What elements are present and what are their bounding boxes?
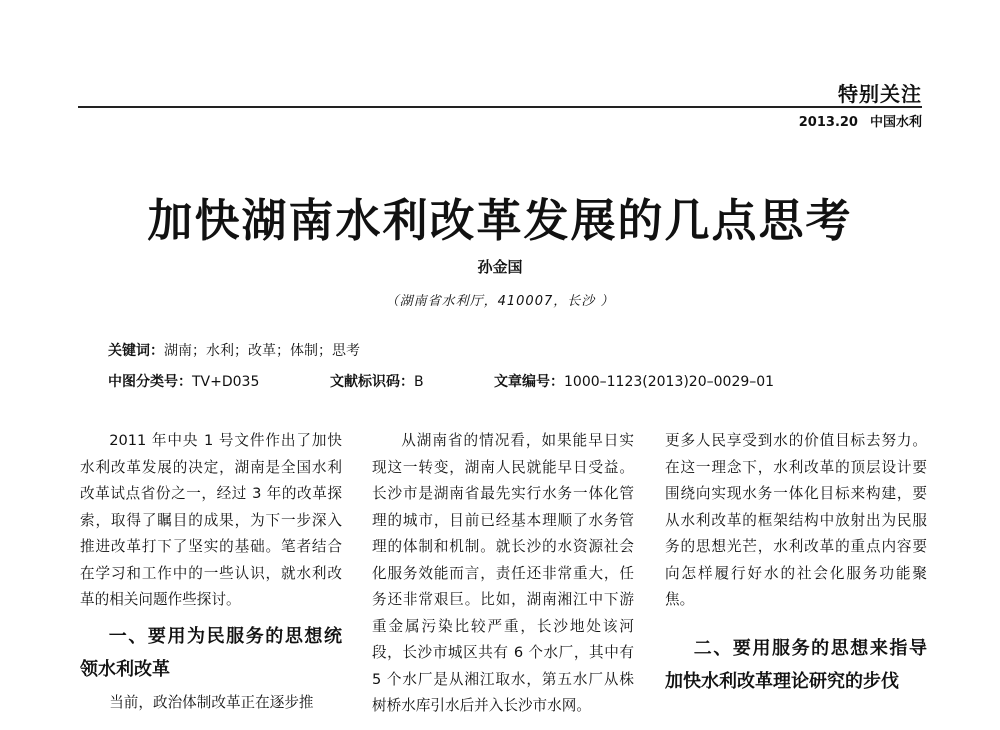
document-id-line — [330, 371, 424, 391]
column-2-paragraph: 从湖南省的情况看，如果能早日实现这一转变，湖南人民就能早日受益。长沙市是湖南省最先实行水务一体化管理的城市，目前已经基本理顺了水务管理的体制和机制。就长沙的水资源社会化服务效能而言，责任还非常重大，任务还非常艰巨。比如，湖南湘江中下游重金属污染比较严重，长沙地处该河段，长沙市城区共有 6 个水厂，其中有 5 个水厂是从湘江取水，第五水厂从株树桥水库引水后并入长沙市水网。 — [372, 432, 634, 714]
journal-name: 中国水利 — [869, 115, 922, 130]
intro-paragraph: 2011 年中央 1 号文件作出了加快水利改革发展的决定，湖南是全国水利改革试点省份之一，经过 3 年的改革探索，取得了瞩目的成果，为下一步深入推进改革打下了坚实的基础。笔者结合在学习和工作中的一些认识，就水利改革的相关问题作些探讨。 — [80, 432, 342, 608]
article-author: 孙金国 — [477, 258, 523, 276]
section-heading-1: 一、要用为民服务的思想统领水利改革 — [80, 625, 342, 680]
section-1-paragraph: 当前，政治体制改革正在逐步推 — [109, 693, 314, 711]
article-number-value: 1000–1123(2013)20–0029–01 — [564, 374, 775, 390]
document-id-value: B — [414, 374, 424, 390]
classification-line — [108, 371, 259, 391]
article-number-line — [494, 371, 774, 391]
body-column-2 — [372, 428, 634, 720]
section-heading-2: 二、要用服务的思想来指导加快水利改革理论研究的步伐 — [665, 637, 927, 692]
article-number-label: 文章编号： — [494, 374, 564, 390]
article-title: 加快湖南水利改革发展的几点思考 — [147, 194, 853, 247]
header-rule — [78, 106, 922, 108]
classification-value: TV+D035 — [192, 374, 260, 390]
body-column-3 — [665, 428, 927, 702]
issue-info — [799, 111, 922, 130]
keywords-line — [108, 340, 360, 360]
keywords-value: 湖南；水利；改革；体制；思考 — [164, 343, 360, 359]
author-affiliation: （湖南省水利厅，410007，长沙 ） — [385, 294, 615, 309]
keywords-label: 关键词： — [108, 343, 164, 359]
document-id-label: 文献标识码： — [330, 374, 414, 390]
section-tag: 特别关注 — [838, 82, 922, 106]
classification-label: 中图分类号： — [108, 374, 192, 390]
body-column-1 — [80, 428, 342, 716]
column-3-paragraph: 更多人民享受到水的价值目标去努力。在这一理念下，水利改革的顶层设计要围绕向实现水务一体化目标来构建，要从水利改革的框架结构中放射出为民服务的思想光芒，水利改革的重点内容要向怎样履行好水的社会化服务功能聚焦。 — [665, 432, 927, 608]
issue-number: 2013.20 — [798, 115, 858, 130]
